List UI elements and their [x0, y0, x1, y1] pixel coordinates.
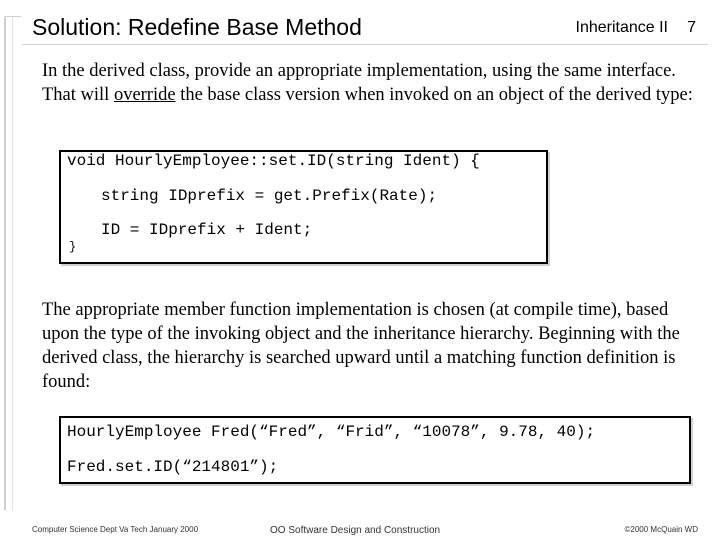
intro-paragraph: [42, 59, 712, 107]
footer-department: Computer Science Dept Va Tech January 2000: [32, 525, 199, 534]
code-line: Fred.set.ID(“214801”);: [67, 458, 279, 476]
slide-header: [22, 12, 708, 45]
code-line: HourlyEmployee Fred(“Fred”, “Frid”, “10078”, 9.78, 40);: [67, 423, 596, 441]
code-line: }: [69, 240, 77, 254]
slide-title: Solution: Redefine Base Method: [32, 14, 362, 40]
footer-copyright: ©2000 McQuain WD: [624, 525, 698, 534]
code-block-set-id: [59, 150, 548, 264]
slide-left-rule: [4, 18, 13, 510]
explanation-paragraph: The appropriate member function implementation is chosen (at compile time), based upon the type of the invoking object and the inheritance hierarchy. Beginning with the derived class, the hierarchy is searched upward until a matching function definition is found:: [42, 300, 680, 392]
intro-text-end: the base class version when invoked on an object of the derived type:: [175, 85, 693, 105]
page-number: 7: [687, 19, 696, 36]
code-line: ID = IDprefix + Ident;: [101, 221, 313, 239]
code-line: string IDprefix = get.Prefix(Rate);: [101, 187, 438, 205]
code-block-usage: [59, 416, 691, 484]
section-label: Inheritance II: [575, 19, 668, 36]
footer-course: OO Software Design and Construction: [270, 525, 441, 536]
intro-text-start: In the derived class, provide an appropriate implementation, using the same interface. That will: [42, 61, 676, 105]
code-line: void HourlyEmployee::set.ID(string Ident) {: [67, 152, 480, 170]
intro-emphasis: override: [113, 85, 176, 105]
